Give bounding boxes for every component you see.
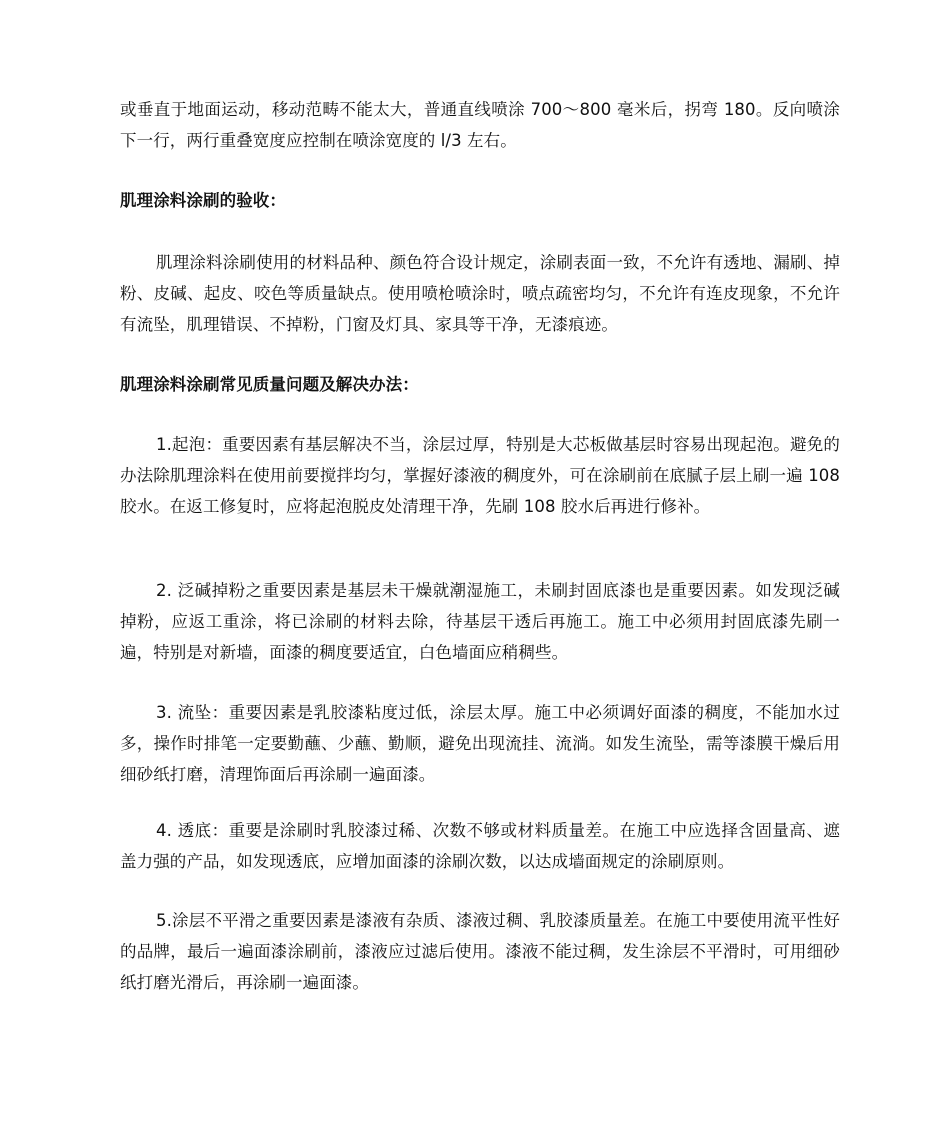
paragraph-text: 或垂直于地面运动，移动范畴不能太大，普通直线喷涂 700～800 毫米后，拐弯 180。反向喷涂下一行，两行重叠宽度应控制在喷涂宽度的 l/3 左右。 [120,100,840,150]
paragraph-sagging [120,697,840,790]
paragraph-continuation [120,94,840,156]
paragraph-acceptance [120,247,840,340]
paragraph-text: 5.涂层不平滑之重要因素是漆液有杂质、漆液过稠、乳胶漆质量差。在施工中要使用流平性好的品牌，最后一遍面漆涂刷前，漆液应过滤后使用。漆液不能过稠，发生涂层不平滑时，可用细砂纸打磨光滑后，再涂刷一遍面漆。 [120,911,840,992]
paragraph-efflorescence [120,575,840,668]
paragraph-blistering [120,429,840,522]
heading-text: 肌理涂料涂刷的验收： [120,191,286,210]
paragraph-show-through [120,815,840,877]
paragraph-text: 2. 泛碱掉粉之重要因素是基层未干燥就潮湿施工，未刷封固底漆也是重要因素。如发现泛碱掉粉，应返工重涂，将已涂刷的材料去除，待基层干透后再施工。施工中必须用封固底漆先刷一遍，特别是对新墙，面漆的稠度要适宜，白色墙面应稍稠些。 [120,581,840,662]
heading-text: 肌理涂料涂刷常见质量问题及解决办法： [120,375,419,394]
section-heading-problems [120,369,840,400]
paragraph-text: 1.起泡：重要因素有基层解决不当，涂层过厚，特别是大芯板做基层时容易出现起泡。避免的办法除肌理涂料在使用前要搅拌均匀，掌握好漆液的稠度外，可在涂刷前在底腻子层上刷一遍 108 胶水。在返工修复时，应将起泡脱皮处清理干净，先刷 108 胶水后再进行修补。 [120,435,840,516]
paragraph-text: 3. 流坠：重要因素是乳胶漆粘度过低，涂层太厚。施工中必须调好面漆的稠度，不能加水过多，操作时排笔一定要勤蘸、少蘸、勤顺，避免出现流挂、流淌。如发生流坠，需等漆膜干燥后用细砂纸打磨，清理饰面后再涂刷一遍面漆。 [120,703,840,784]
paragraph-text: 4. 透底：重要是涂刷时乳胶漆过稀、次数不够或材料质量差。在施工中应选择含固量高、遮盖力强的产品，如发现透底，应增加面漆的涂刷次数，以达成墙面规定的涂刷原则。 [120,821,840,871]
paragraph-unevenness [120,905,840,998]
section-heading-acceptance [120,185,840,216]
paragraph-text: 肌理涂料涂刷使用的材料品种、颜色符合设计规定，涂刷表面一致，不允许有透地、漏刷、掉粉、皮碱、起皮、咬色等质量缺点。使用喷枪喷涂时，喷点疏密均匀，不允许有连皮现象，不允许有流坠，肌理错误、不掉粉，门窗及灯具、家具等干净，无漆痕迹。 [120,253,840,334]
